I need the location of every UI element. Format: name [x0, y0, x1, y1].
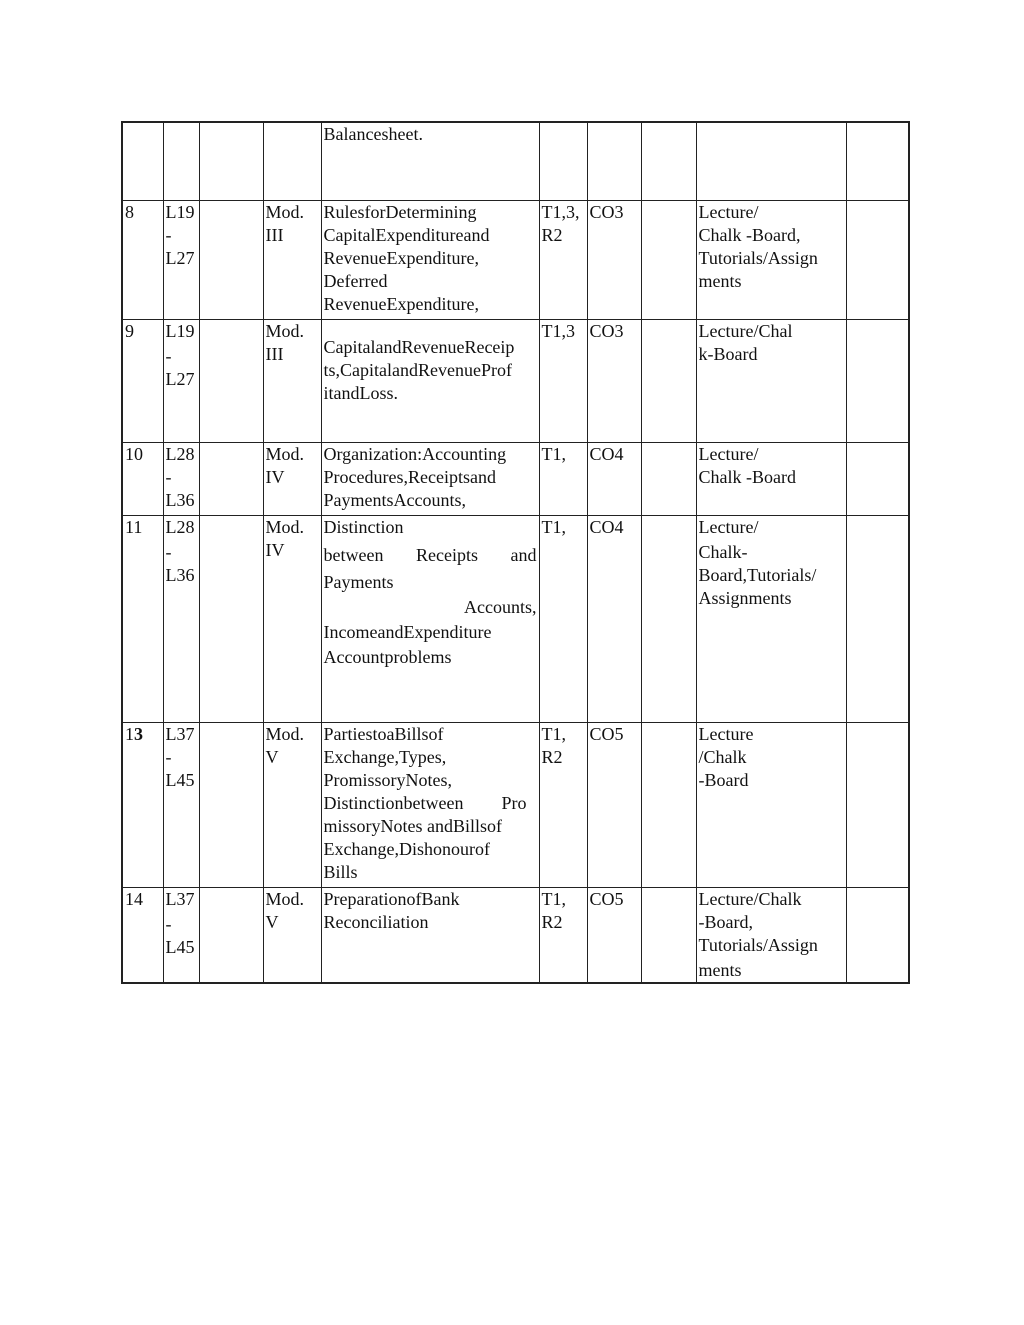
reference-cell: T1,3, R2 [539, 200, 587, 319]
teaching-method-cell: Lecture/ Chalk- Board,Tutorials/ Assignments [696, 515, 846, 722]
course-outcome-cell: CO5 [587, 887, 641, 983]
module-cell: Mod. V [263, 887, 321, 983]
blank-cell [641, 200, 696, 319]
blank-cell [846, 319, 909, 442]
course-outcome-cell: CO4 [587, 442, 641, 515]
topic-cell: Organization:Accounting Procedures,Receiptsand PaymentsAccounts, [321, 442, 539, 515]
course-outcome-cell: CO5 [587, 722, 641, 887]
serial-number-cell: 14 [122, 887, 163, 983]
course-outcome-cell [587, 122, 641, 200]
table-row [122, 200, 909, 319]
blank-cell [199, 319, 263, 442]
course-outcome-cell: CO3 [587, 200, 641, 319]
serial-number-cell: 13 [122, 722, 163, 887]
topic-cell: Distinction between Receipts and Payments Accounts, IncomeandExpenditure Accountproblems [321, 515, 539, 722]
module-cell: Mod. III [263, 200, 321, 319]
topic-cell: PartiestoaBillsof Exchange,Types, PromissoryNotes, Distinctionbetween Pro missoryNotes andBillsof Exchange,Dishonourof Bills [321, 722, 539, 887]
lecture-range-cell: L28 - L36 [163, 442, 199, 515]
lecture-range-cell: L28 - L36 [163, 515, 199, 722]
blank-cell [846, 887, 909, 983]
serial-number-cell: 11 [122, 515, 163, 722]
topic-cell: Balancesheet. [321, 122, 539, 200]
blank-cell [846, 200, 909, 319]
topic-cell: CapitalandRevenueReceip ts,CapitalandRevenueProf itandLoss. [321, 319, 539, 442]
reference-cell [539, 122, 587, 200]
blank-cell [846, 722, 909, 887]
blank-cell [199, 122, 263, 200]
module-cell: Mod. IV [263, 515, 321, 722]
reference-cell: T1, [539, 515, 587, 722]
table-row [122, 515, 909, 722]
blank-cell [199, 887, 263, 983]
blank-cell [846, 122, 909, 200]
table-row [122, 442, 909, 515]
teaching-method-cell: Lecture/ Chalk -Board, Tutorials/Assign ments [696, 200, 846, 319]
teaching-method-cell: Lecture/Chal k-Board [696, 319, 846, 442]
reference-cell: T1,3 [539, 319, 587, 442]
teaching-method-cell: Lecture/ Chalk -Board [696, 442, 846, 515]
module-cell: Mod. III [263, 319, 321, 442]
lecture-range-cell: L19 - L27 [163, 200, 199, 319]
serial-number-cell [122, 122, 163, 200]
serial-number-cell: 10 [122, 442, 163, 515]
reference-cell: T1, R2 [539, 887, 587, 983]
table-row [122, 887, 909, 983]
blank-cell [641, 442, 696, 515]
table-row [122, 722, 909, 887]
blank-cell [199, 200, 263, 319]
blank-cell [641, 319, 696, 442]
lesson-plan-table [121, 121, 910, 984]
course-outcome-cell: CO4 [587, 515, 641, 722]
lecture-range-cell [163, 122, 199, 200]
topic-cell: RulesforDetermining CapitalExpenditureand RevenueExpenditure, Deferred RevenueExpenditure, [321, 200, 539, 319]
course-outcome-cell: CO3 [587, 319, 641, 442]
module-cell [263, 122, 321, 200]
table-row [122, 319, 909, 442]
lecture-range-cell: L37 - L45 [163, 887, 199, 983]
teaching-method-cell: Lecture /Chalk -Board [696, 722, 846, 887]
blank-cell [641, 722, 696, 887]
blank-cell [641, 887, 696, 983]
table-row [122, 122, 909, 200]
module-cell: Mod. IV [263, 442, 321, 515]
module-cell: Mod. V [263, 722, 321, 887]
lecture-range-cell: L19 - L27 [163, 319, 199, 442]
serial-number-cell: 8 [122, 200, 163, 319]
blank-cell [641, 122, 696, 200]
blank-cell [199, 515, 263, 722]
blank-cell [846, 442, 909, 515]
blank-cell [641, 515, 696, 722]
topic-cell: PreparationofBank Reconciliation [321, 887, 539, 983]
lecture-range-cell: L37 - L45 [163, 722, 199, 887]
teaching-method-cell: Lecture/Chalk -Board, Tutorials/Assign ments [696, 887, 846, 983]
reference-cell: T1, R2 [539, 722, 587, 887]
reference-cell: T1, [539, 442, 587, 515]
serial-number-cell: 9 [122, 319, 163, 442]
blank-cell [846, 515, 909, 722]
teaching-method-cell [696, 122, 846, 200]
blank-cell [199, 442, 263, 515]
blank-cell [199, 722, 263, 887]
